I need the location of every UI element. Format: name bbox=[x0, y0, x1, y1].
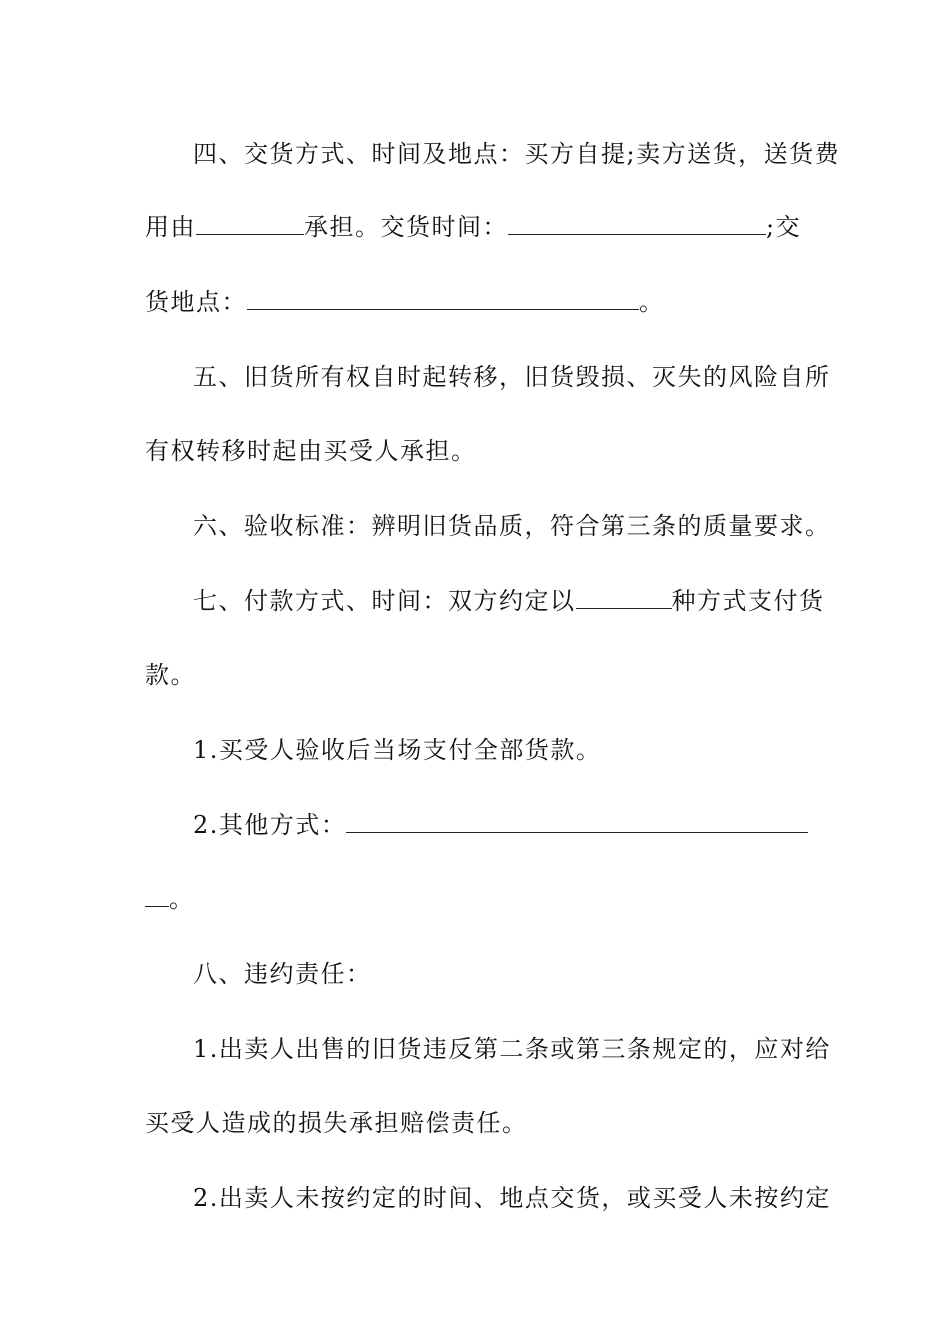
section4-line1: 四、交货方式、时间及地点：买方自提;卖方送货，送货费 bbox=[193, 140, 841, 168]
section4-line3 bbox=[145, 285, 810, 319]
section7-item1: 1.买受人验收后当场支付全部货款。 bbox=[193, 736, 602, 764]
section7-line1-text-b: 种方式支付货 bbox=[671, 587, 825, 615]
section7-line1-text-a: 七、付款方式、时间：双方约定以 bbox=[193, 587, 576, 615]
section7-item2 bbox=[193, 808, 810, 842]
section4-line3-text-a: 货地点： bbox=[145, 288, 247, 316]
blank-delivery-cost-bearer bbox=[196, 210, 304, 235]
section6-line1: 六、验收标准：辨明旧货品质，符合第三条的质量要求。 bbox=[193, 512, 831, 540]
section8-title: 八、违约责任： bbox=[193, 960, 372, 988]
section4-line2-text-c: ;交 bbox=[766, 213, 802, 241]
section7-item2-text-a: 2.其他方式： bbox=[193, 811, 347, 839]
section7-line2: 款。 bbox=[145, 661, 196, 689]
section8-item1-line2: 买受人造成的损失承担赔偿责任。 bbox=[145, 1109, 528, 1137]
blank-delivery-place bbox=[247, 285, 639, 310]
section8-item1-line1: 1.出卖人出售的旧货违反第二条或第三条规定的，应对给 bbox=[193, 1035, 831, 1063]
section7-item2-end: 。 bbox=[169, 885, 195, 913]
section5-line1: 五、旧货所有权自时起转移，旧货毁损、灭失的风险自所 bbox=[193, 363, 831, 391]
section4-line2 bbox=[145, 210, 810, 244]
section4-line2-text-a: 用由 bbox=[145, 213, 196, 241]
section4-line2-text-b: 承担。交货时间： bbox=[304, 213, 508, 241]
section7-line1 bbox=[193, 584, 825, 618]
section7-item2-continuation bbox=[145, 882, 810, 916]
section4-line3-text-b: 。 bbox=[639, 288, 665, 316]
blank-payment-method bbox=[576, 584, 672, 609]
blank-other-payment-method bbox=[346, 808, 808, 833]
section8-item2-line1: 2.出卖人未按约定的时间、地点交货，或买受人未按约定 bbox=[193, 1184, 831, 1212]
blank-delivery-time bbox=[508, 210, 766, 235]
section5-line2: 有权转移时起由买受人承担。 bbox=[145, 437, 477, 465]
blank-other-payment-method-continued bbox=[145, 882, 169, 907]
